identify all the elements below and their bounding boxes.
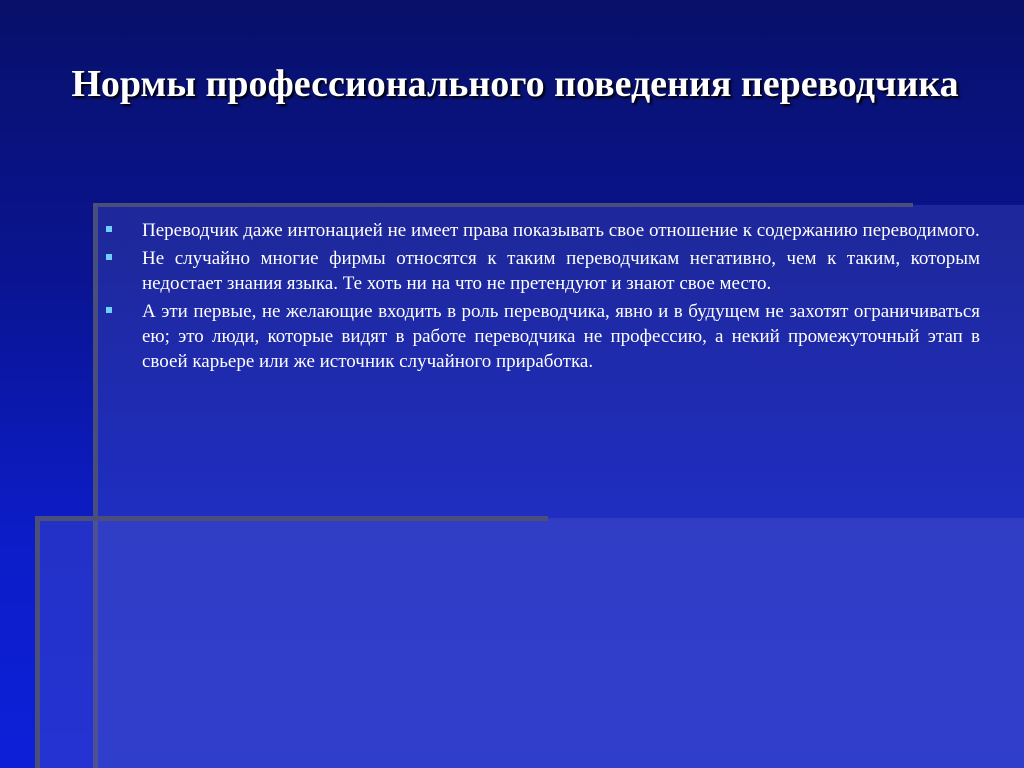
bullet-item <box>104 246 980 296</box>
bullet-text: Не случайно многие фирмы относятся к таким переводчикам негативно, чем к таким, которым недостает знания языка. Те хоть ни на что не претендуют и знают свое место. <box>142 248 980 294</box>
decorative-panel-lower-top-edge <box>37 516 548 521</box>
slide-title: Нормы профессионального поведения переводчика <box>71 63 959 105</box>
bullet-item <box>104 299 980 374</box>
square-bullet-icon <box>106 226 112 232</box>
square-bullet-icon <box>106 254 112 260</box>
slide-body <box>104 218 980 377</box>
bullet-list <box>104 218 980 374</box>
bullet-text: Переводчик даже интонацией не имеет права показывать свое отношение к содержанию переводимого. <box>142 220 980 241</box>
square-bullet-icon <box>106 307 112 313</box>
decorative-panel-lower-left-edge <box>35 516 40 768</box>
bullet-item <box>104 218 980 243</box>
decorative-panel-lower <box>37 518 1024 768</box>
decorative-panel-upper-top-edge <box>95 203 913 207</box>
bullet-text: А эти первые, не желающие входить в роль переводчика, явно и в будущем не захотят ограничиваться ею; это люди, которые видят в работе переводчика не профессию, а некий промежуточный этап в своей карьере или же источник случайного приработка. <box>142 301 980 372</box>
